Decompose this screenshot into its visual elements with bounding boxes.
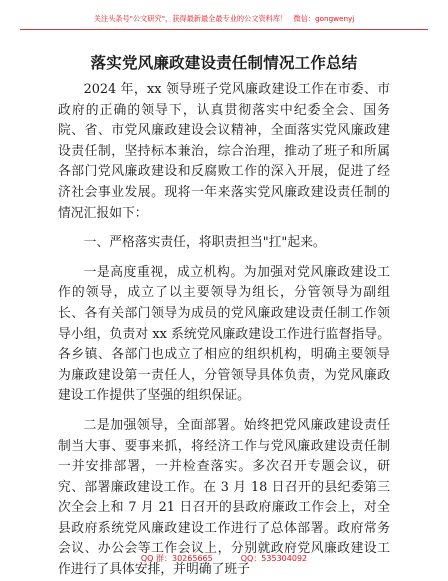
paragraph-intro: 2024 年，xx 领导班子党风廉政建设工作在市委、市政府的正确的领导下，认真贯彻落实中纪委全会、国务院、省、市党风廉政建设会议精神，全面落实党风廉政建设责任制，坚持标本兼治，综合治理，推动了班子和所属各部门党风廉政建设和反腐败工作的深入开展，促进了经济社会事业发展。现将一年来落实党风廉政建设责任制的情况汇报如下： xyxy=(58,82,390,221)
footer-contact xyxy=(0,553,448,564)
document-title: 落实党风廉政建设责任制情况工作总结 xyxy=(90,54,358,72)
promo-banner xyxy=(0,14,448,24)
header-rule xyxy=(20,29,428,30)
promo-text: 关注头条号"公文研究"，获得最新最全最专业的公文资料库！ xyxy=(93,14,288,23)
qq-group: QQ 群：30265665 xyxy=(140,554,213,563)
document-body xyxy=(58,80,390,581)
paragraph-second-point: 二是加强领导，全面部署。始终把党风廉政建设责任制当大事、要事来抓，将经济工作与党风廉政建设责任制一并安排部署，一并检查落实。多次召开专题会议，研究、部署廉政建设工作。在 3 月 18 日召开的县纪委第三次全会上和 7 月 21 日召开的县政府廉政工作会上，对全县政府系统党风廉政建设工作进行了总体部署。政府常务会议、办公会等工作会议上，分别就政府党风廉政建设工作进行了具体安排，并明确了班子 xyxy=(58,417,390,578)
section-heading: 一、严格落实责任，将职责担当"扛"起来。 xyxy=(83,235,326,251)
qq-number: QQ：535304092 xyxy=(240,554,308,563)
wechat-id: 微信：gongwenyj xyxy=(293,14,355,23)
paragraph-first-point: 一是高度重视，成立机构。为加强对党风廉政建设工作的领导，成立了以主要领导为组长，分管领导为副组长、各有关部门领导为成员的党风廉政建设责任制工作领导小组，负责对 xx 系统党风廉政建设工作进行监督指导。各乡镇、各部门也成立了相应的组织机构，明确主要领导为廉政建设第一责任人，分管领导具体负责，为党风廉政建设工作提供了坚强的组织保证。 xyxy=(58,264,390,404)
